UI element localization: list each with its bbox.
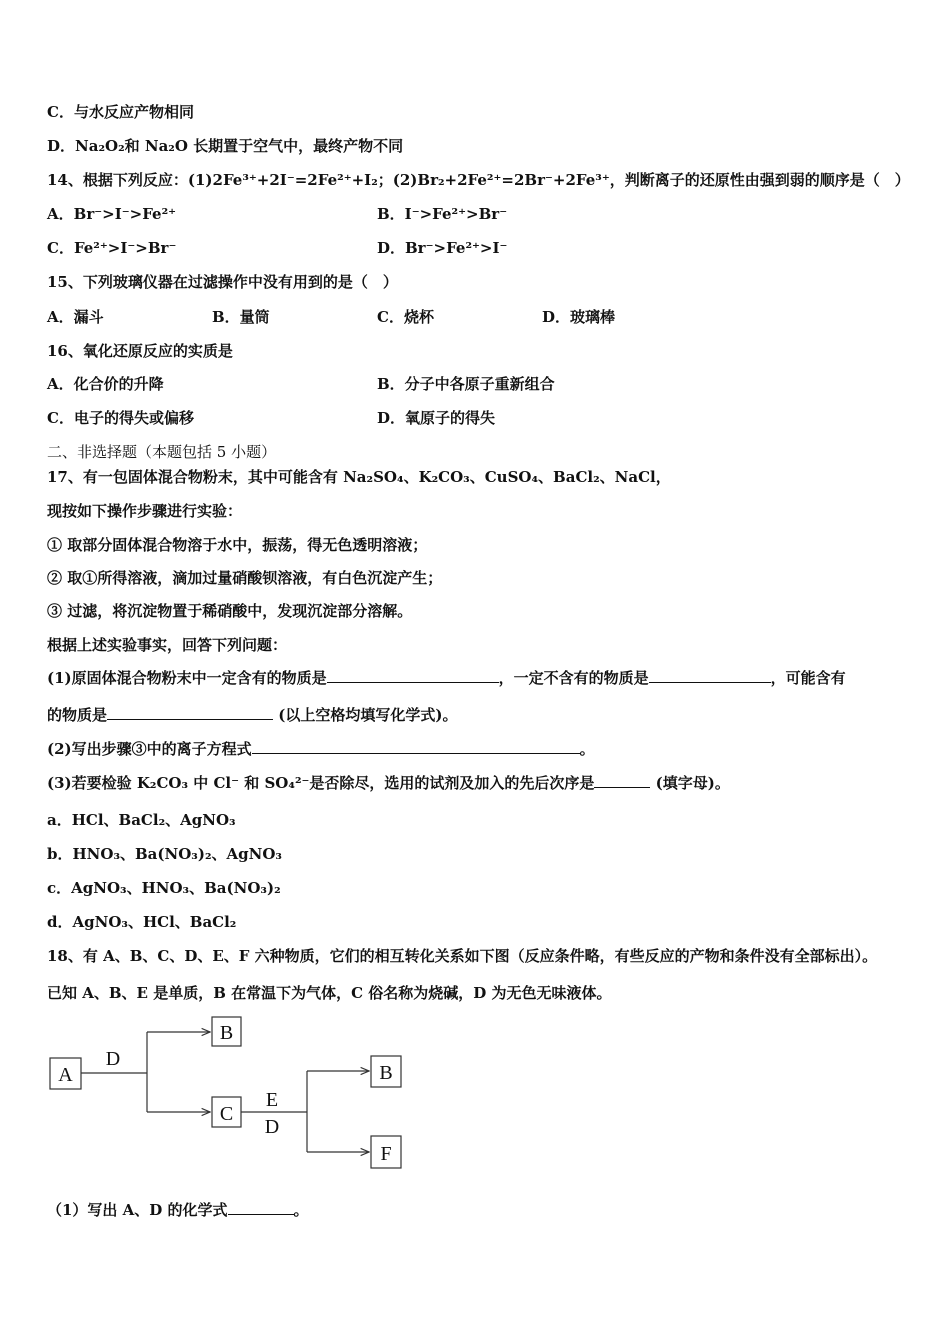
q15-stem: 15、下列玻璃仪器在过滤操作中没有用到的是（ ）	[47, 273, 398, 291]
q15-option-a: A．漏斗	[47, 308, 104, 326]
q17-part1-text-c: ，可能含有	[770, 669, 846, 687]
label-e: E	[265, 1089, 279, 1111]
q17-part3-text: (3)若要检验 K₂CO₃ 中 Cl⁻ 和 SO₄²⁻是否除尽，选用的试剂及加入的先后次序是	[47, 774, 595, 792]
q13-option-d: D．Na₂O₂和 Na₂O 长期置于空气中，最终产物不同	[47, 137, 404, 155]
q18-stem-line1: 18、有 A、B、C、D、E、F 六种物质，它们的相互转化关系如下图（反应条件略，有些反应的产物和条件没有全部标出）。	[47, 947, 878, 965]
q14-option-a: A．Br⁻>I⁻>Fe²⁺	[47, 205, 177, 223]
q17-part1-text-a: (1)原固体混合物粉末中一定含有的物质是	[47, 669, 327, 687]
q18-part1	[47, 1200, 309, 1220]
label-c: C	[219, 1103, 234, 1125]
q17-part1-text-e: (以上空格均填写化学式)。	[278, 706, 458, 724]
q17-step-1: ① 取部分固体混合物溶于水中，振荡，得无色透明溶液；	[47, 536, 428, 554]
answer-blank-formula[interactable]	[228, 1200, 294, 1215]
label-d-first: D	[105, 1048, 121, 1070]
q16-option-b: B．分子中各原子重新组合	[377, 375, 555, 393]
q18-part1-text: （1）写出 A、D 的化学式	[47, 1201, 228, 1219]
q16-option-a: A．化合价的升降	[47, 375, 164, 393]
q15-option-b: B．量筒	[212, 308, 270, 326]
q16-option-d: D．氧原子的得失	[377, 409, 496, 427]
q15-option-c: C．烧杯	[377, 308, 434, 326]
q17-part2-text: (2)写出步骤③中的离子方程式	[47, 740, 252, 758]
q17-stem-line1: 17、有一包固体混合物粉末，其中可能含有 Na₂SO₄、K₂CO₃、CuSO₄、BaCl₂、NaCl，	[47, 468, 671, 486]
q17-part1-text-b: ，一定不含有的物质是	[498, 669, 649, 687]
q14-stem: 14、根据下列反应：(1)2Fe³⁺+2I⁻=2Fe²⁺+I₂；(2)Br₂+2Fe²⁺=2Br⁻+2Fe³⁺，判断离子的还原性由强到弱的顺序是（ ）	[47, 171, 910, 189]
q17-option-c: c．AgNO₃、HNO₃、Ba(NO₃)₂	[47, 879, 281, 897]
q17-part3-end: (填字母)。	[655, 774, 730, 792]
q18-stem-line2: 已知 A、B、E 是单质，B 在常温下为气体，C 俗名称为烧碱，D 为无色无味液体。	[47, 984, 612, 1002]
q17-step-2: ② 取①所得溶液，滴加过量硝酸钡溶液，有白色沉淀产生；	[47, 569, 443, 587]
label-a: A	[58, 1064, 73, 1086]
q17-lead: 根据上述实验事实，回答下列问题：	[47, 636, 288, 654]
q17-stem-line2: 现按如下操作步骤进行实验：	[47, 502, 243, 520]
q13-option-c: C．与水反应产物相同	[47, 103, 194, 121]
q15-option-d: D．玻璃棒	[542, 308, 616, 326]
label-f: F	[380, 1143, 392, 1165]
label-b-top: B	[219, 1022, 234, 1044]
q16-option-c: C．电子的得失或偏移	[47, 409, 194, 427]
q14-option-c: C．Fe²⁺>I⁻>Br⁻	[47, 239, 177, 257]
q17-step-3: ③ 过滤，将沉淀物置于稀硝酸中，发现沉淀部分溶解。	[47, 602, 413, 620]
q18-part1-end: 。	[293, 1201, 309, 1219]
section-heading: 二、非选择题（本题包括 5 小题）	[47, 443, 277, 461]
q14-option-d: D．Br⁻>Fe²⁺>I⁻	[377, 239, 508, 257]
label-b-right: B	[379, 1062, 393, 1084]
q14-option-b: B．I⁻>Fe²⁺>Br⁻	[377, 205, 508, 223]
q16-stem: 16、氧化还原反应的实质是	[47, 342, 233, 360]
q17-part2-end: 。	[579, 740, 595, 758]
q17-part1-text-d: 的物质是	[47, 706, 108, 724]
q17-option-d: d．AgNO₃、HCl、BaCl₂	[47, 913, 237, 931]
q17-option-b: b．HNO₃、Ba(NO₃)₂、AgNO₃	[47, 845, 282, 863]
label-d-second: D	[264, 1116, 280, 1138]
q17-option-a: a．HCl、BaCl₂、AgNO₃	[47, 811, 236, 829]
